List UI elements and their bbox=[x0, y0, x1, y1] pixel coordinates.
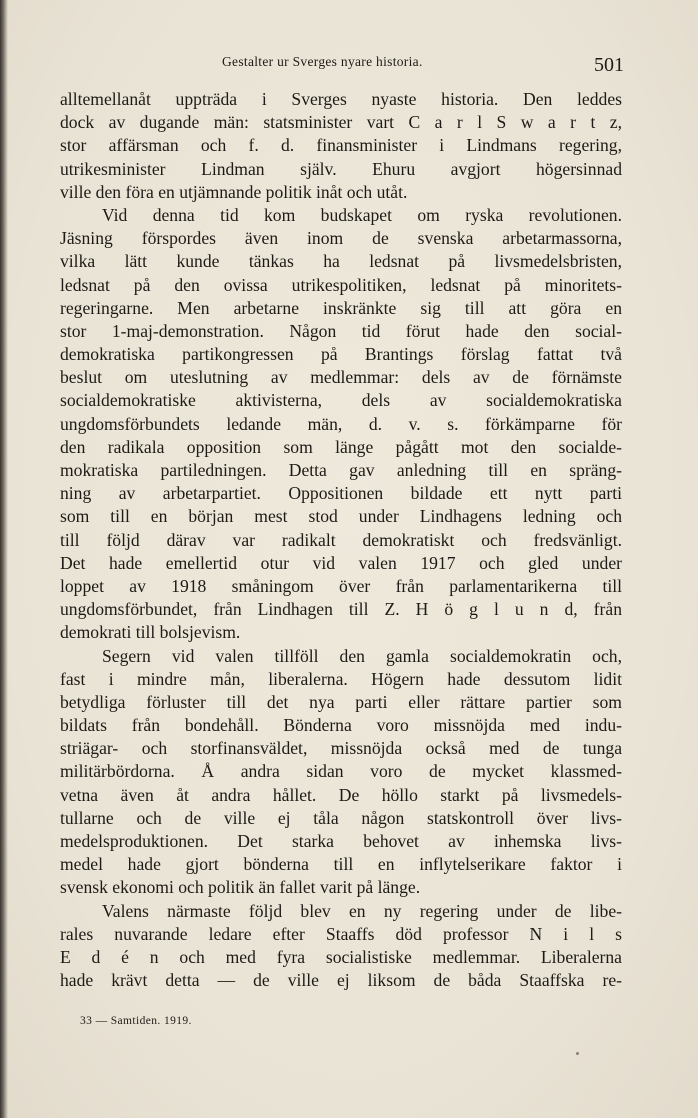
text-line: den radikala opposition som länge pågått mot den socialde- bbox=[60, 436, 622, 457]
text-line: Segern vid valen tillföll den gamla socialdemokratin och, bbox=[102, 645, 622, 666]
text-line: E d é n och med fyra socialistiske medlemmar. Liberalerna bbox=[60, 946, 622, 967]
text-line: loppet av 1918 småningom över från parlamentarikerna till bbox=[60, 575, 622, 596]
text-line: Det hade emellertid otur vid valen 1917 och gled under bbox=[60, 552, 622, 573]
text-line: beslut om uteslutning av medlemmar: dels av de förnämste bbox=[60, 367, 622, 388]
body-text bbox=[60, 88, 622, 992]
text-line: demokrati till bolsjevism. bbox=[60, 622, 241, 643]
text-line: ungdomsförbundets ledande män, d. v. s. förkämparne för bbox=[60, 413, 622, 434]
text-line: mokratiska partiledningen. Detta gav anledning till en spräng- bbox=[60, 460, 622, 480]
page-number: 501 bbox=[594, 54, 624, 76]
text-line: stor 1-maj-demonstration. Någon tid förut hade den social- bbox=[60, 320, 622, 341]
text-line: regeringarne. Men arbetarne inskränkte sig till att göra en bbox=[60, 297, 622, 318]
running-head-title: Gestalter ur Sverges nyare historia. bbox=[222, 54, 423, 69]
text-line: som till en början mest stod under Lindhagens ledning och bbox=[60, 506, 622, 527]
text-line: ning av arbetarpartiet. Oppositionen bildade ett nytt parti bbox=[60, 483, 622, 504]
text-line: militärbördorna. Å andra sidan voro de mycket klassmed- bbox=[60, 761, 622, 782]
text-line: stor affärsman och f. d. finansminister i Lindmans regering, bbox=[60, 135, 622, 156]
text-line: medel hade gjort bönderna till en inflytelserikare faktor i bbox=[60, 854, 622, 875]
text-line: rales nuvarande ledare efter Staaffs död professor N i l s bbox=[60, 923, 622, 944]
text-line: tullarne och de ville ej tåla någon statskontroll över livs- bbox=[60, 807, 622, 828]
text-line: alltemellanåt uppträda i Sverges nyaste historia. Den leddes bbox=[60, 89, 622, 109]
text-line: bildats från bondehåll. Bönderna voro missnöjda med indu- bbox=[60, 715, 622, 736]
text-line: vilka lätt kunde tänkas ha ledsnat på livsmedelsbristen, bbox=[60, 251, 622, 272]
text-line: socialdemokratiske aktivisterna, dels av socialdemokratiska bbox=[60, 390, 622, 411]
text-line: Valens närmaste följd blev en ny regering under de libe- bbox=[102, 900, 622, 921]
text-line: betydliga förluster till det nya parti eller rättare partier som bbox=[60, 691, 622, 712]
text-line: Vid denna tid kom budskapet om ryska revolutionen. bbox=[102, 204, 622, 225]
text-line: hade krävt detta — de ville ej liksom de båda Staaffska re- bbox=[60, 970, 622, 991]
text-line: till följd därav var radikalt demokratiskt och fredsvänligt. bbox=[60, 529, 622, 550]
text-line: demokratiska partikongressen på Brantings förslag fattat två bbox=[60, 344, 622, 365]
text-line: vetna även åt andra hållet. De höllo starkt på livsmedels- bbox=[60, 784, 622, 805]
text-line: dock av dugande män: statsminister vart C a r l S w a r t z, bbox=[60, 112, 622, 133]
text-line: fast i mindre mån, liberalerna. Högern hade dessutom lidit bbox=[60, 668, 622, 689]
text-line: utrikesminister Lindman själv. Ehuru avgjort högersinnad bbox=[60, 158, 622, 179]
text-line: medelsproduktionen. Det starka behovet av inhemska livs- bbox=[60, 831, 622, 851]
text-line: svensk ekonomi och politik än fallet varit på länge. bbox=[60, 877, 421, 898]
page-gutter-shadow bbox=[0, 0, 8, 1118]
text-line: striägar- och storfinansväldet, missnöjda också med de tunga bbox=[60, 738, 622, 759]
paper-speck bbox=[576, 1052, 579, 1055]
signature-footer: 33 — Samtiden. 1919. bbox=[80, 1015, 192, 1027]
text-line: ville den föra en utjämnande politik inåt och utåt. bbox=[60, 181, 408, 202]
text-line: ungdomsförbundet, från Lindhagen till Z. H ö g l u n d, från bbox=[60, 599, 622, 620]
text-line: Jäsning förspordes även inom de svenska arbetarmassorna, bbox=[60, 228, 622, 249]
text-line: ledsnat på den ovissa utrikespolitiken, ledsnat på minoritets- bbox=[60, 274, 622, 295]
